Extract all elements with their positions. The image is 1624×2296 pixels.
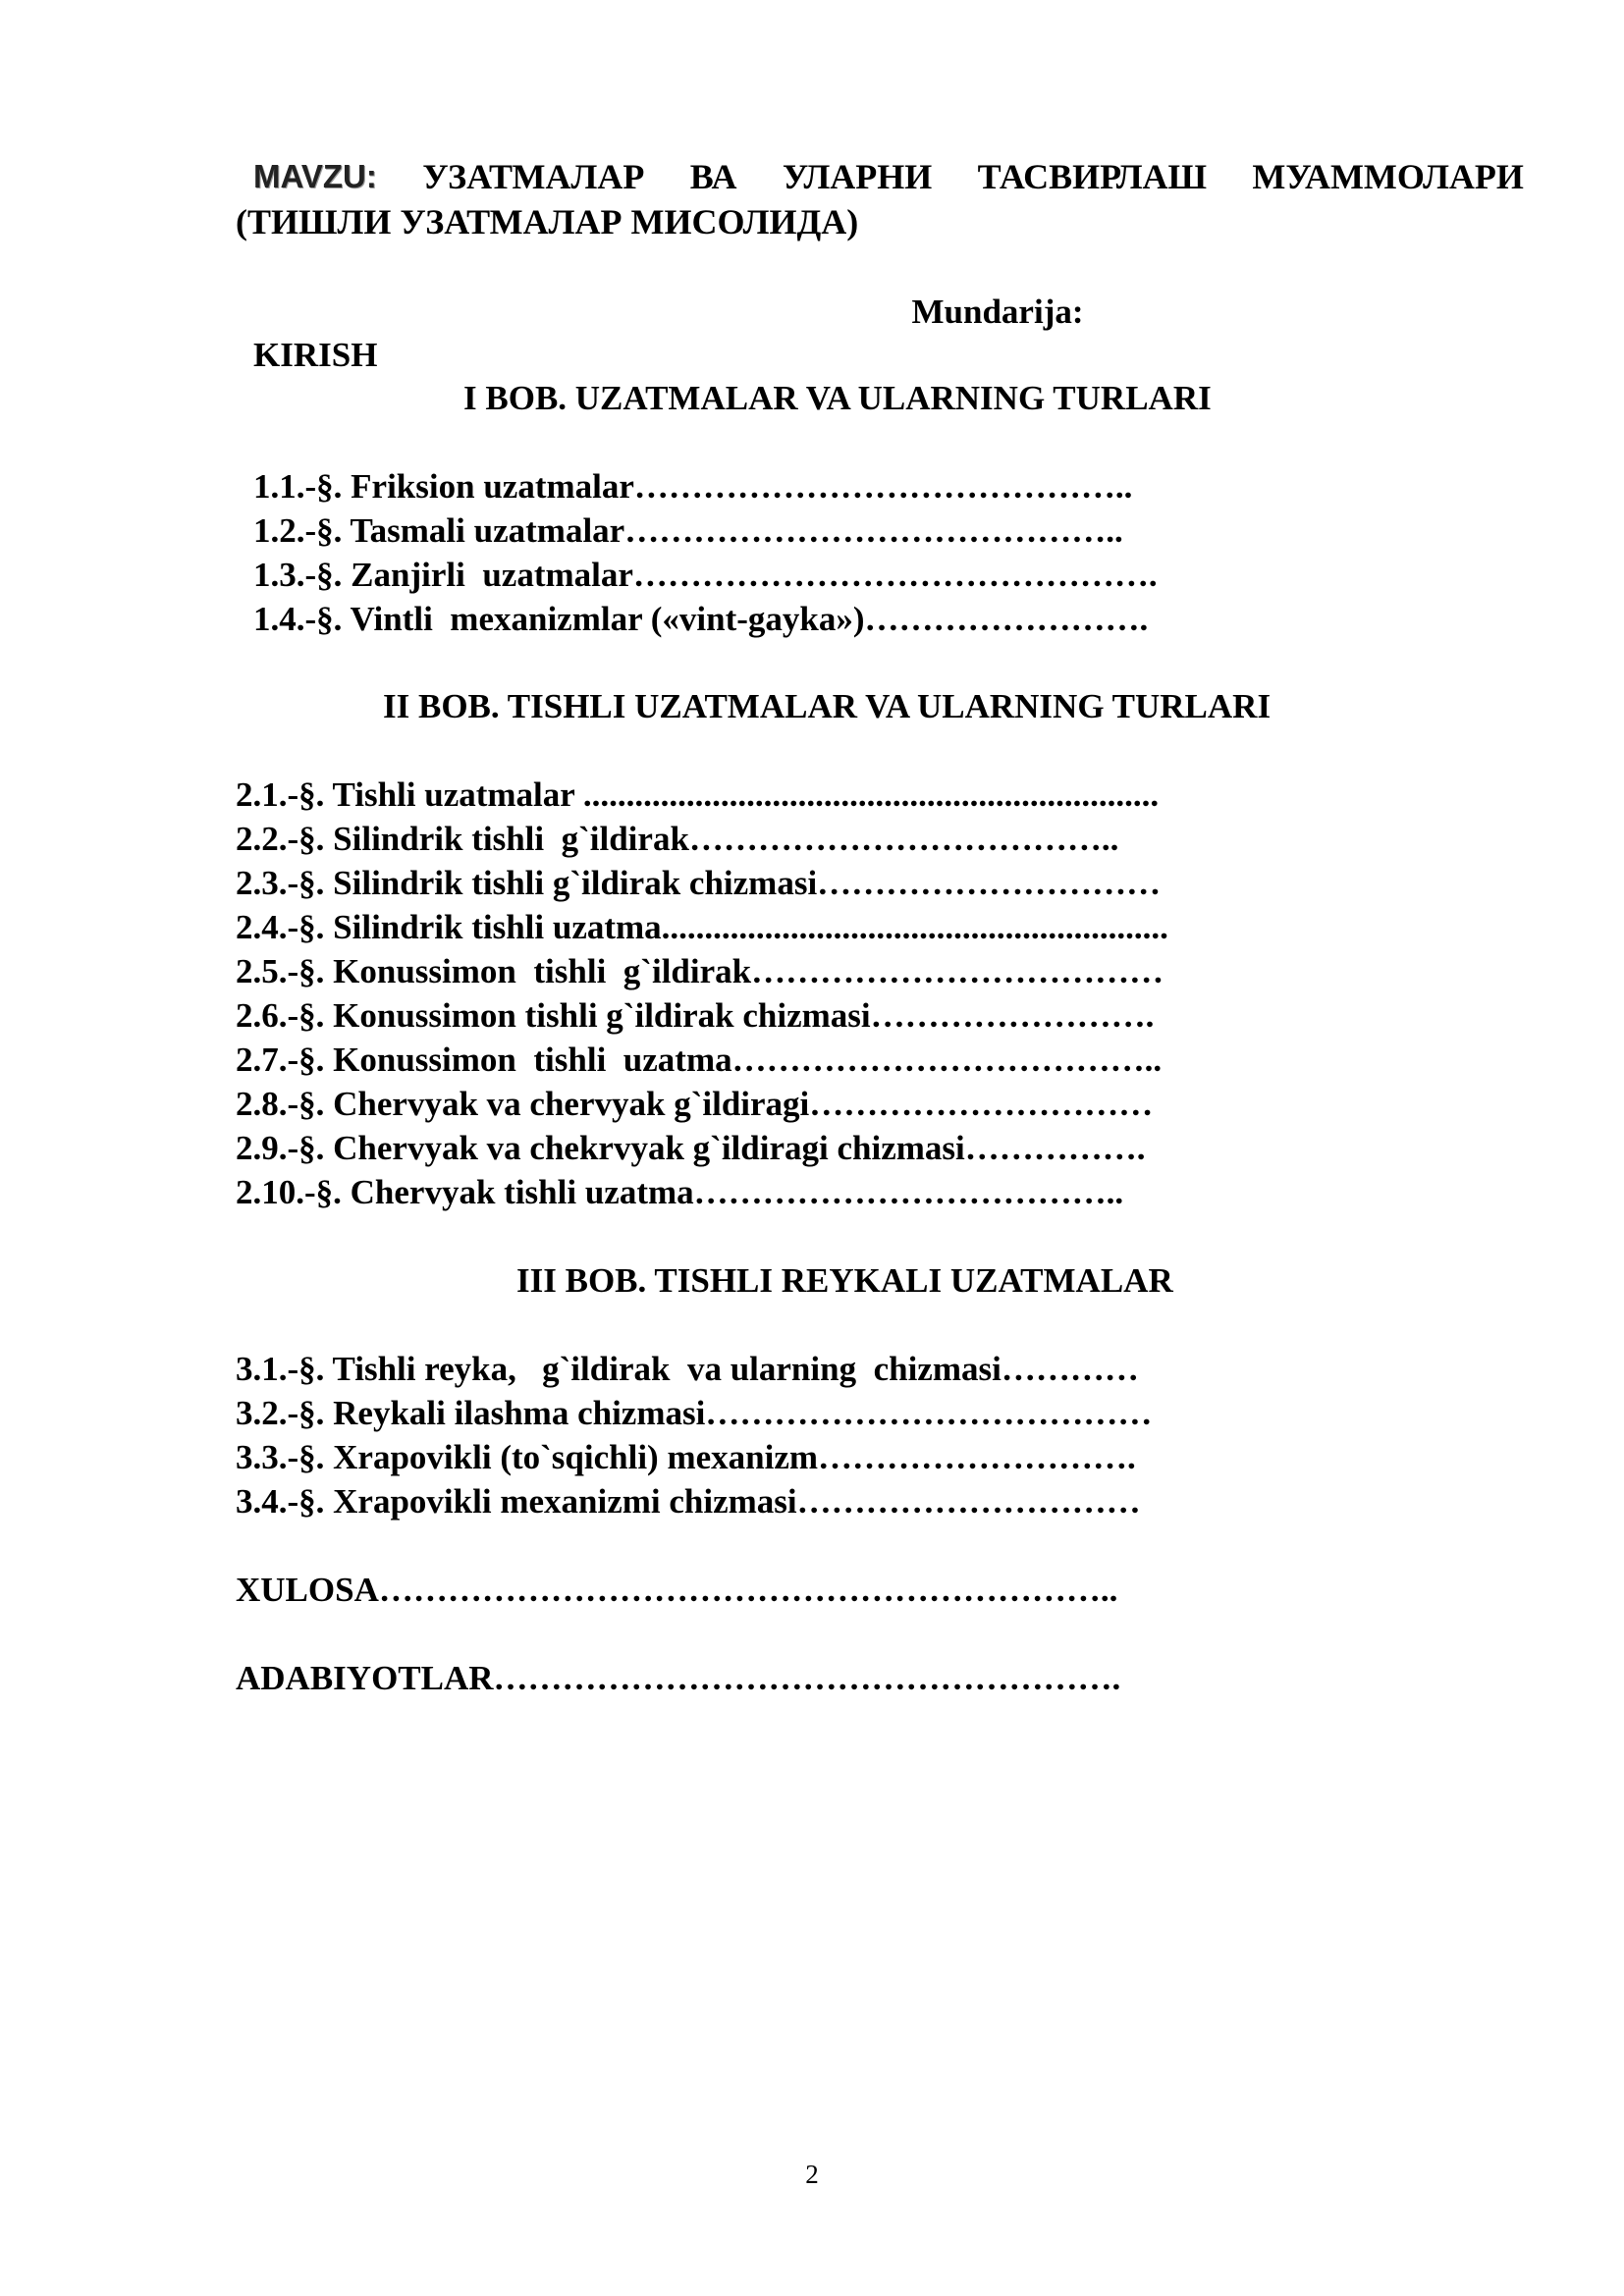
toc-item: 3.1.-§. Tishli reyka, g`ildirak va ularning chizmasi………… [236, 1350, 1139, 1388]
toc-item: 2.8.-§. Chervyak va chervyak g`ildiragi………………………… [236, 1085, 1154, 1123]
title-word: УЗАТМАЛАР [422, 157, 645, 196]
toc-item: 3.4.-§. Xrapovikli mexanizmi chizmasi………………………… [236, 1482, 1141, 1521]
toc-item: 1.4.-§. Vintli mexanizmlar («vint-gayka»)……………………. [253, 600, 1149, 638]
topic-label: MAVZU: [253, 158, 377, 194]
toc-item: 1.1.-§. Friksion uzatmalar…………………………………….. [253, 467, 1133, 506]
page-number: 2 [805, 2160, 819, 2189]
chapter2-heading: II BOB. TISHLI UZATMALAR VA ULARNING TURLARI [383, 687, 1272, 725]
title-line-1 [253, 155, 1524, 198]
toc-item: 2.1.-§. Tishli uzatmalar ................................................................... [236, 775, 1160, 814]
references-entry: ADABIYOTLAR………………………………………………. [236, 1659, 1121, 1697]
toc-item: 2.6.-§. Konussimon tishli g`ildirak chizmasi……………………. [236, 996, 1155, 1035]
title-line-2: (ТИШЛИ УЗАТМАЛАР МИСОЛИДА) [236, 202, 859, 241]
toc-item: 1.2.-§. Tasmali uzatmalar…………………………………….. [253, 511, 1123, 550]
toc-item: 2.5.-§. Konussimon tishli g`ildirak……………………………… [236, 952, 1164, 990]
toc-item: 2.3.-§. Silindrik tishli g`ildirak chizmasi………………………… [236, 864, 1162, 902]
toc-item: 2.7.-§. Konussimon tishli uzatma……………………………….. [236, 1041, 1163, 1079]
toc-item: 2.2.-§. Silindrik tishli g`ildirak……………………………….. [236, 820, 1119, 858]
toc-item: 3.2.-§. Reykali ilashma chizmasi………………………………… [236, 1394, 1153, 1432]
title-word: УЛАРНИ [782, 157, 933, 196]
title-word: МУАММОЛАРИ [1252, 157, 1524, 196]
title-word: ТАСВИРЛАШ [977, 157, 1208, 196]
title-word: ВА [689, 157, 737, 196]
conclusion-entry: XULOSA……………………………………………………….. [236, 1571, 1118, 1609]
toc-item: 2.9.-§. Chervyak va chekrvyak g`ildiragi chizmasi……………. [236, 1129, 1146, 1167]
chapter1-heading: I BOB. UZATMALAR VA ULARNING TURLARI [463, 379, 1212, 417]
toc-item: 1.3.-§. Zanjirli uzatmalar………………………………………. [253, 556, 1158, 594]
intro-entry: KIRISH [253, 336, 378, 374]
contents-heading: Mundarija: [911, 293, 1084, 331]
chapter3-heading: III BOB. TISHLI REYKALI UZATMALAR [516, 1261, 1173, 1300]
toc-item: 2.10.-§. Chervyak tishli uzatma……………………………….. [236, 1173, 1124, 1211]
toc-item: 3.3.-§. Xrapovikli (to`sqichli) mexanizm………………………. [236, 1438, 1136, 1476]
toc-item: 2.4.-§. Silindrik tishli uzatma........................................................... [236, 908, 1168, 946]
